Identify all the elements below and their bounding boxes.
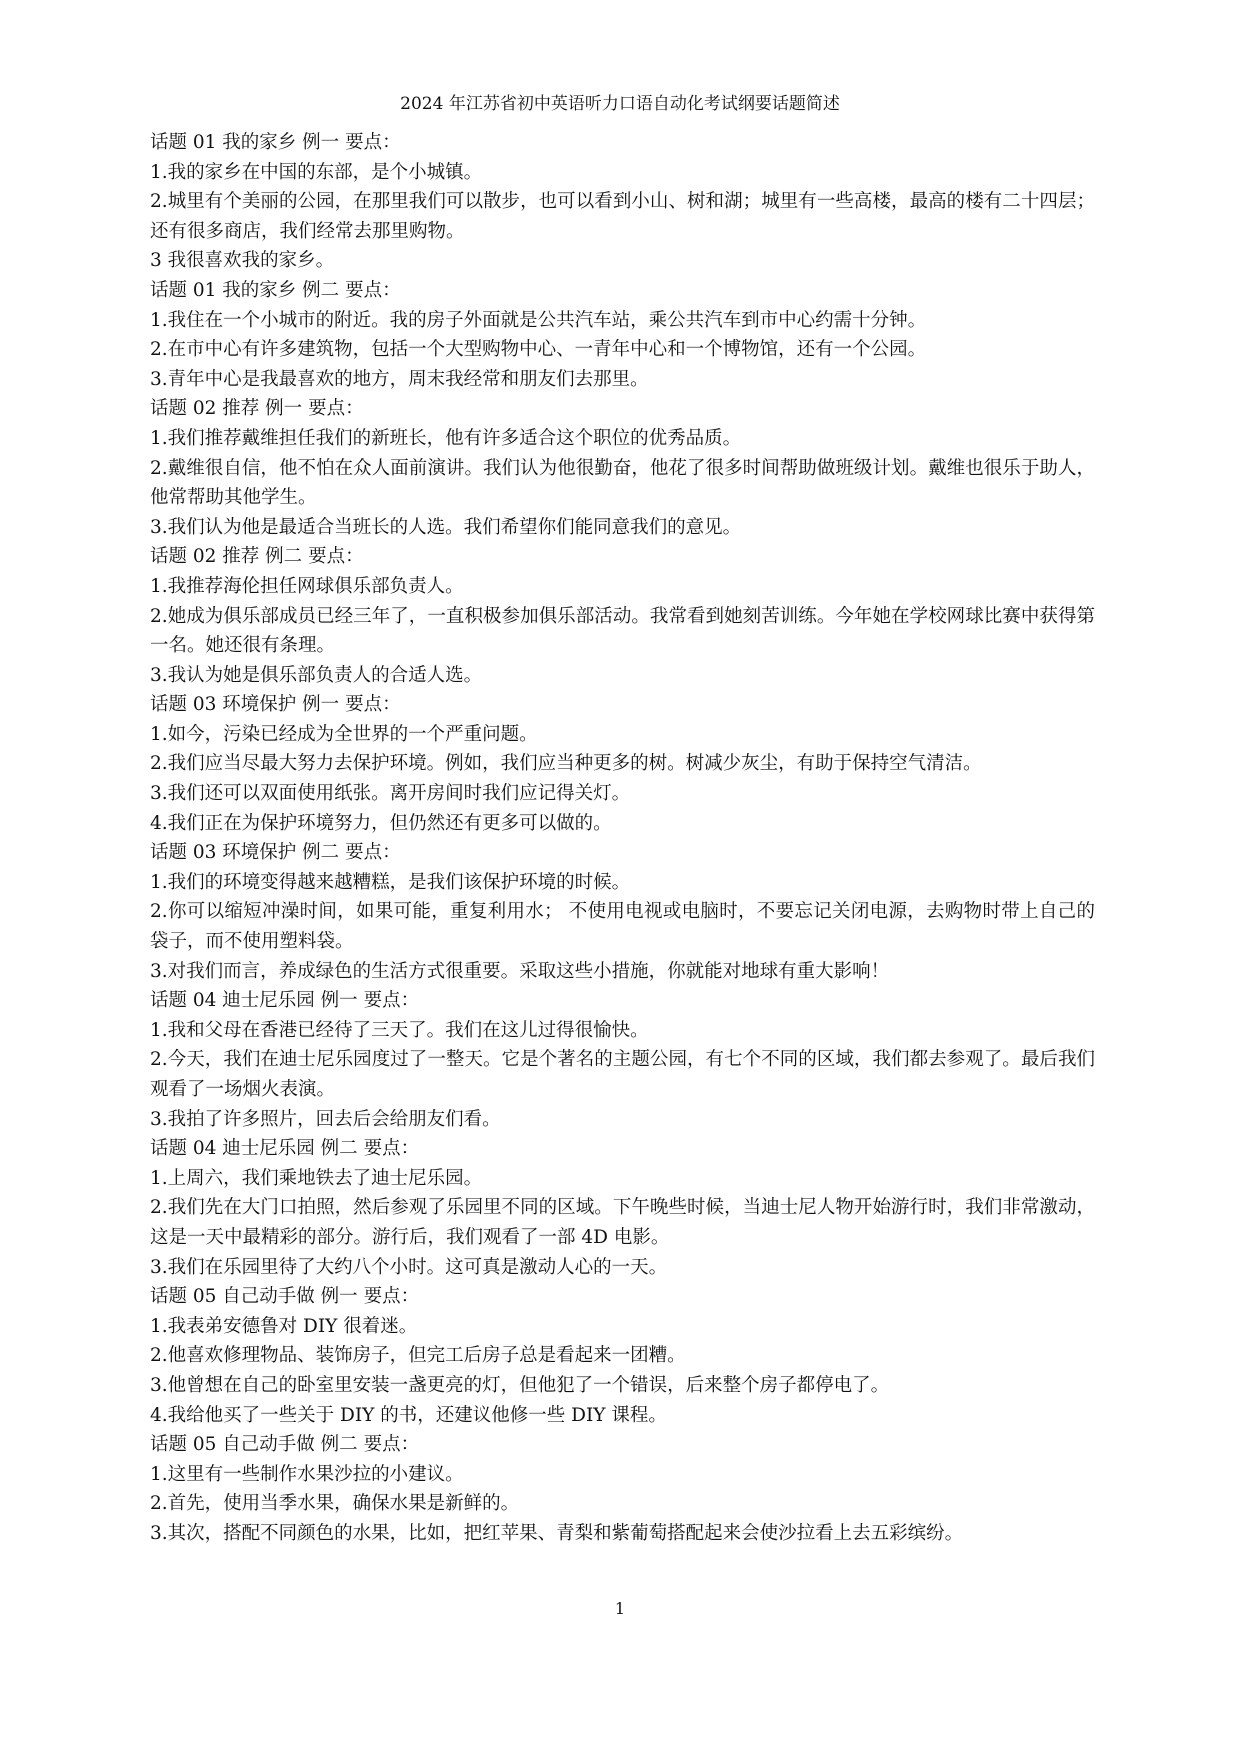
key-point: 2.我们先在大门口拍照，然后参观了乐园里不同的区域。下午晚些时候，当迪士尼人物开始游行时，我们非常激动，这是一天中最精彩的部分。游行后，我们观看了一部 4D 电影。 (150, 1197, 1095, 1248)
key-point: 3.我们认为他是最适合当班长的人选。我们希望你们能同意我们的意见。 (150, 516, 742, 538)
topic-heading: 话题 05 自己动手做 例一 要点： (150, 1286, 420, 1308)
key-point: 3 我很喜欢我的家乡。 (150, 250, 335, 272)
key-point: 1.我和父母在香港已经待了三天了。我们在这儿过得很愉快。 (150, 1019, 649, 1041)
key-point: 3.他曾想在自己的卧室里安装一盏更亮的灯，但他犯了一个错误，后来整个房子都停电了。 (150, 1374, 890, 1396)
document-body (150, 128, 1095, 1549)
key-point: 2.我们应当尽最大努力去保护环境。例如，我们应当种更多的树。树减少灰尘，有助于保持空气清洁。 (150, 753, 982, 775)
page-number: 1 (614, 1599, 626, 1618)
key-point: 2.戴维很自信，他不怕在众人面前演讲。我们认为他很勤奋，他花了很多时间帮助做班级计划。戴维也很乐于助人，他常帮助其他学生。 (150, 457, 1095, 509)
topic-heading: 话题 04 迪士尼乐园 例一 要点： (150, 990, 420, 1012)
key-point: 1.我表弟安德鲁对 DIY 很着迷。 (150, 1315, 418, 1337)
key-point: 3.我们还可以双面使用纸张。离开房间时我们应记得关灯。 (150, 783, 631, 805)
topic-heading: 话题 03 环境保护 例一 要点： (150, 694, 401, 716)
key-point: 3.我拍了许多照片，回去后会给朋友们看。 (150, 1108, 501, 1130)
key-point: 3.其次，搭配不同颜色的水果，比如，把红苹果、青梨和紫葡萄搭配起来会使沙拉看上去五彩缤纷。 (150, 1522, 964, 1544)
key-point: 3.青年中心是我最喜欢的地方，周末我经常和朋友们去那里。 (150, 368, 649, 390)
key-point: 1.我们的环境变得越来越糟糕，是我们该保护环境的时候。 (150, 871, 631, 893)
topic-heading: 话题 02 推荐 例二 要点： (150, 546, 364, 568)
key-point: 2.城里有个美丽的公园，在那里我们可以散步，也可以看到小山、树和湖；城里有一些高楼，最高的楼有二十四层；还有很多商店，我们经常去那里购物。 (150, 191, 1095, 242)
topic-heading: 话题 01 我的家乡 例一 要点： (150, 132, 401, 153)
document-title: 2024 年江苏省初中英语听力口语自动化考试纲要话题简述 (400, 94, 840, 114)
key-point: 1.我们推荐戴维担任我们的新班长，他有许多适合这个职位的优秀品质。 (150, 427, 742, 449)
key-point: 4.我给他买了一些关于 DIY 的书，还建议他修一些 DIY 课程。 (150, 1404, 667, 1426)
key-point: 3.我们在乐园里待了大约八个小时。这可真是激动人心的一天。 (150, 1256, 668, 1278)
topic-heading: 话题 04 迪士尼乐园 例二 要点： (150, 1138, 420, 1160)
key-point: 1.我住在一个小城市的附近。我的房子外面就是公共汽车站，乘公共汽车到市中心约需十分钟。 (150, 309, 927, 331)
key-point: 2.她成为俱乐部成员已经三年了，一直积极参加俱乐部活动。我常看到她刻苦训练。今年她在学校网球比赛中获得第一名。她还很有条理。 (150, 605, 1095, 657)
key-point: 2.首先，使用当季水果，确保水果是新鲜的。 (150, 1493, 520, 1515)
key-point: 3.我认为她是俱乐部负责人的合适人选。 (150, 664, 483, 686)
key-point: 4.我们正在为保护环境努力，但仍然还有更多可以做的。 (150, 812, 612, 834)
topic-heading: 话题 01 我的家乡 例二 要点： (150, 279, 401, 301)
key-point: 2.他喜欢修理物品、装饰房子，但完工后房子总是看起来一团糟。 (150, 1345, 686, 1367)
topic-heading: 话题 05 自己动手做 例二 要点： (150, 1434, 420, 1456)
key-point: 2.在市中心有许多建筑物，包括一个大型购物中心、一青年中心和一个博物馆，还有一个公园。 (150, 339, 927, 361)
key-point: 1.我的家乡在中国的东部，是个小城镇。 (150, 161, 483, 183)
key-point: 3.对我们而言，养成绿色的生活方式很重要。采取这些小措施，你就能对地球有重大影响！ (150, 960, 890, 982)
key-point: 1.如今，污染已经成为全世界的一个严重问题。 (150, 723, 538, 745)
key-point: 1.我推荐海伦担任网球俱乐部负责人。 (150, 575, 464, 597)
key-point: 1.上周六，我们乘地铁去了迪士尼乐园。 (150, 1167, 483, 1189)
topic-heading: 话题 03 环境保护 例二 要点： (150, 842, 401, 864)
topic-heading: 话题 02 推荐 例一 要点： (150, 398, 364, 420)
key-point: 2.你可以缩短冲澡时间，如果可能，重复利用水； 不使用电视或电脑时，不要忘记关闭电源，去购物时带上自己的袋子，而不使用塑料袋。 (150, 901, 1095, 953)
key-point: 1.这里有一些制作水果沙拉的小建议。 (150, 1463, 464, 1485)
key-point: 2.今天，我们在迪士尼乐园度过了一整天。它是个著名的主题公园，有七个不同的区域，我们都去参观了。最后我们观看了一场烟火表演。 (150, 1049, 1095, 1100)
